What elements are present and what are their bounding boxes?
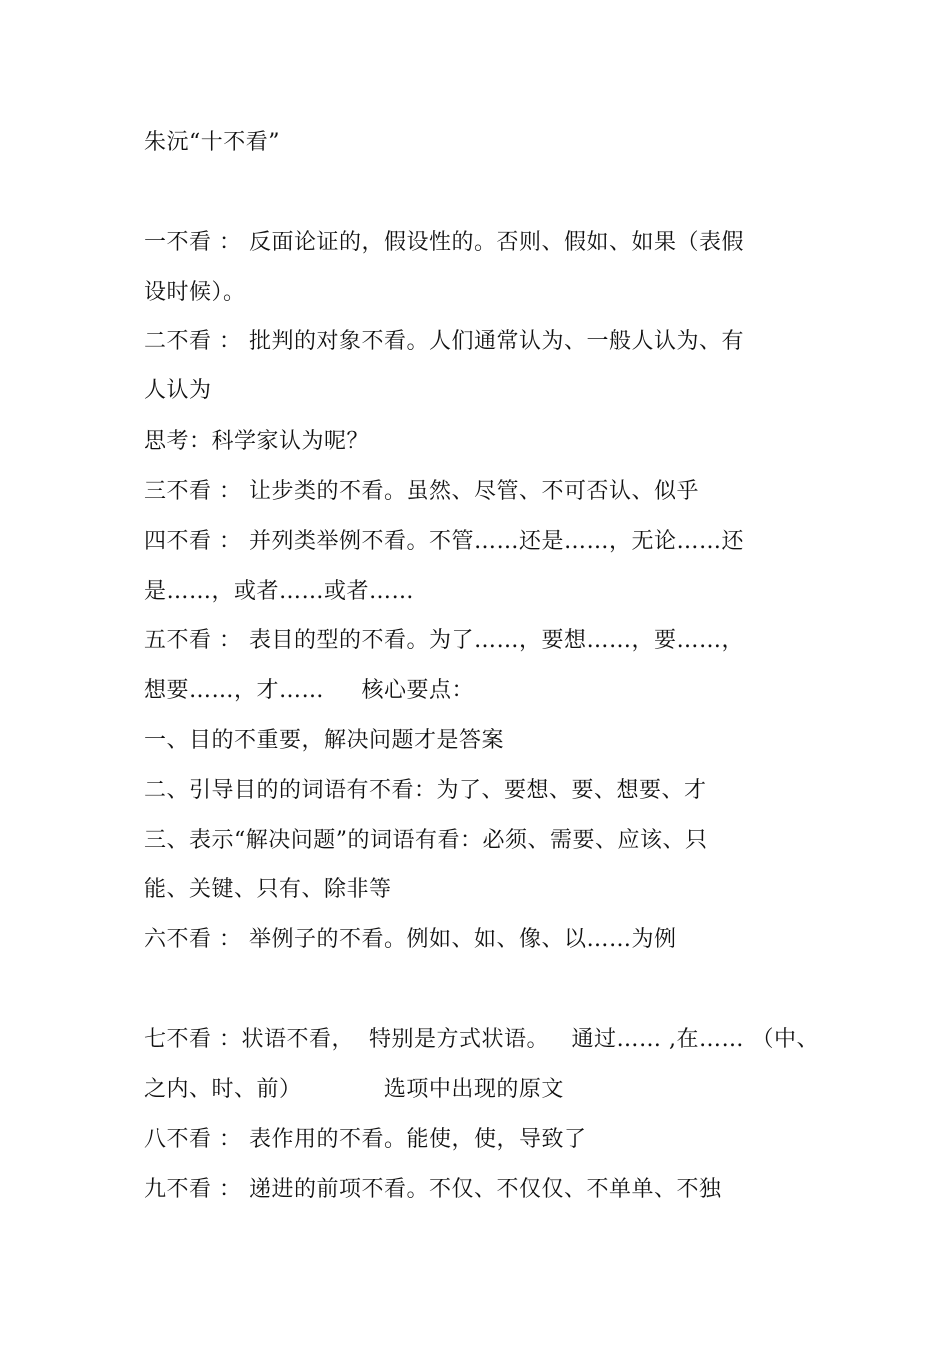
text-line: 思考：科学家认为呢？ [144, 429, 370, 454]
text-line: 八不看 ： 表作用的不看。能使，使，导致了 [144, 1127, 587, 1152]
text-line: 七不看 ：状语不看， 特别是方式状语。 通过…… ,在…… （中、 [144, 1027, 819, 1052]
text-line: 一、目的不重要，解决问题才是答案 [144, 728, 505, 753]
text-line: 四不看 ： 并列类举例不看。不管……还是……，无论……还 [144, 529, 744, 554]
text-line: 五不看 ： 表目的型的不看。为了……，要想……，要……， [144, 628, 744, 653]
text-line: 二不看 ： 批判的对象不看。人们通常认为、一般人认为、有 [144, 329, 744, 354]
text-line: 人认为 [144, 378, 212, 403]
text-line: 设时候）。 [144, 280, 246, 305]
text-line: 二、引导目的的词语有不看：为了、要想、要、想要、才 [144, 778, 707, 803]
document-title: 朱沅“十不看” [144, 130, 280, 155]
text-line: 六不看 ： 举例子的不看。例如、如、像、以……为例 [144, 927, 677, 952]
text-line: 之内、时、前） 选项中出现的原文 [144, 1077, 564, 1102]
text-line: 是……，或者……或者…… [144, 579, 415, 604]
text-line: 三、表示“解决问题”的词语有看：必须、需要、应该、只 [144, 828, 708, 853]
text-line: 三不看 ： 让步类的不看。虽然、尽管、不可否认、似乎 [144, 479, 699, 504]
text-line: 能、关键、只有、除非等 [144, 877, 392, 902]
text-line: 九不看 ： 递进的前项不看。不仅、不仅仅、不单单、不独 [144, 1177, 722, 1202]
text-line: 想要……，才…… 核心要点： [144, 678, 474, 703]
text-line: 一不看 ： 反面论证的，假设性的。否则、假如、如果（表假 [144, 230, 744, 255]
